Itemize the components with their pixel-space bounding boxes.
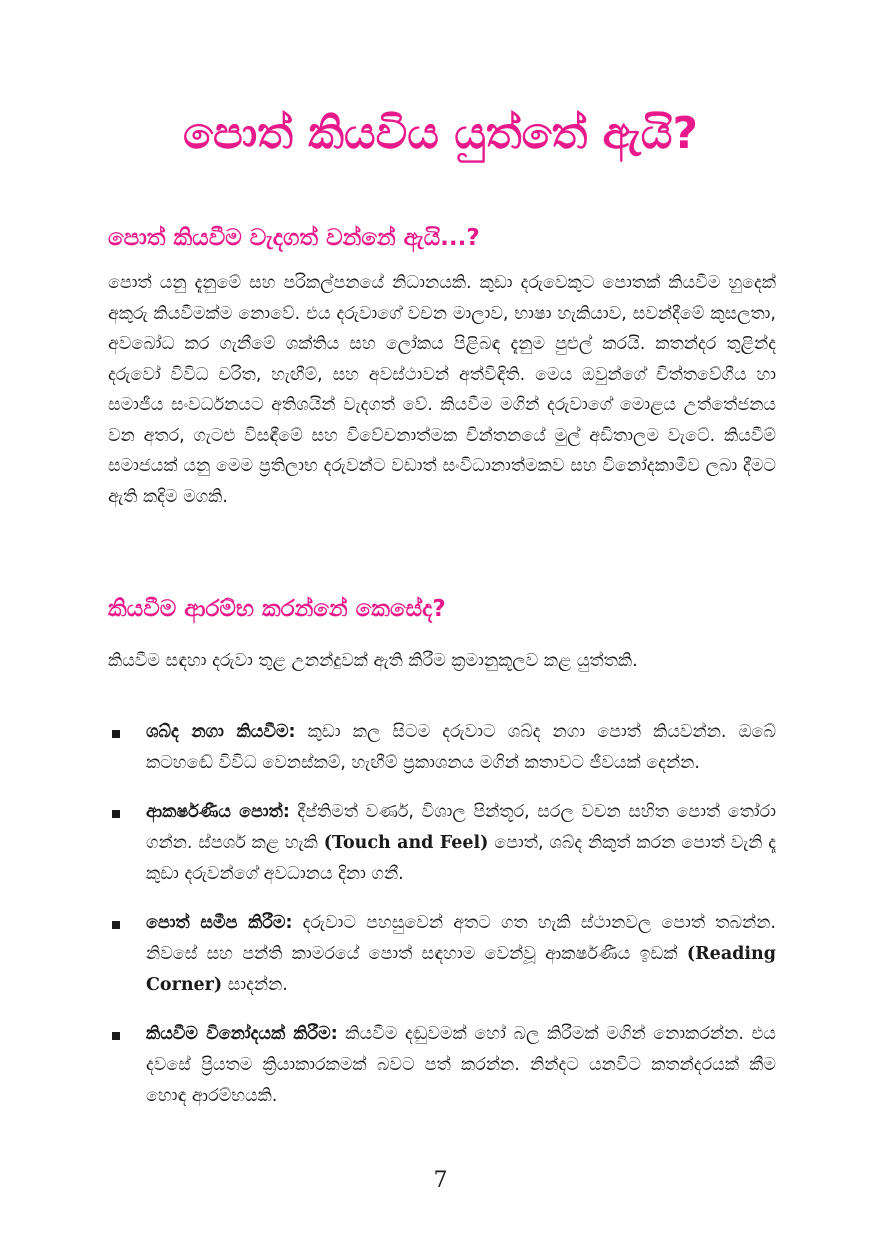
section-heading-why-read: පොත් කියවීම වැදගත් වන්නේ ඇයි...? [108,225,480,251]
tip-english-term: (Reading Corner) [146,944,776,995]
tip-text-continued: පොත්, ශබ්ද නිකුත් කරන පොත් වැනි දෑ කුඩා දරුවන්ගේ අවධානය දිනා ගනී. [146,833,777,884]
section-heading-how-start: කියවීම ආරම්භ කරන්නේ කෙසේද? [108,596,446,622]
tip-text: කියවීම දඬුවමක් හෝ බල කිරීමක් මගින් නොකරන්න. එය දවසේ ප්‍රියතම ක්‍රියාකාරකමක් බවට පත් කරන්න. නින්දට යනවිට කතන්දරයක් කීම හොඳ ආරම්භයකි. [146,1024,776,1106]
tip-english-term: (Touch and Feel) [323,833,489,853]
square-bullet-icon [112,921,120,929]
square-bullet-icon [112,810,120,818]
list-item [108,908,776,1001]
tip-text: දරුවාට පහසුවෙන් අතට ගත හැකි ස්ථානවල පොත් තබන්න. නිවසේ සහ පන්ති කාමරයේ පොත් සඳහාම වෙන්වූ ආකර්ෂණීය ඉඩක් [146,913,776,964]
page-number: 7 [433,1168,448,1193]
page-title: පොත් කියවිය යුත්තේ ඇයි? [183,108,698,159]
tip-text-continued: සාදන්න. [222,975,288,995]
section-intro-how-start: කියවීම සඳහා දරුවා තුළ උනන්දුවක් ඇති කිරීම ක්‍රමානුකූලව කළ යුත්තකි. [108,651,638,671]
square-bullet-icon [112,730,120,738]
section-body-why-read: පොත් යනු දැනුමේ සහ පරිකල්පනයේ නිධානයකි. කුඩා දරුවෙකුට පොතක් කියවීම හුදෙක් අකුරු කියවීමක්ම නොවේ. එය දරුවාගේ වචන මාලාව, භාෂා හැකියාව, සවන්දීමේ කුසලතා, අවබෝධ කර ගැනීමේ ශක්තිය සහ ලෝකය පිළිබඳ දැනුම පුළුල් කරයි. කතන්දර තුළින්ද දරුවෝ විවිධ චරිත, හැඟීම්, සහ අවස්ථාවන් අත්විඳිති. මෙය ඔවුන්ගේ චිත්තවේගීය හා සමාජීය සංවර්ධනයට අතිශයින් වැදගත් වේ. කියවීම මගින් දරුවාගේ මොළය උත්තේජනය වන අතර, ගැටළු විසඳීමේ සහ විවේචනාත්මක චින්තනයේ මුල් අඩිතාලම වැටේ. කියවීම් සමාජයක් යනු මෙම ප්‍රතිලාභ දරුවන්ට වඩාත් සංවිධානාත්මකව සහ විනෝදකාමීව ලබා දීමට ඇති කදිම මගකි. [108,273,776,507]
tip-label: පොත් සමීප කිරීම: [146,913,293,933]
tip-label: කියවීම විනෝදයක් කිරීම: [146,1024,338,1044]
tip-label: ආකර්ෂණීය පොත්: [146,802,290,822]
tip-text: කුඩා කල සිටම දරුවාට ශබ්ද නගා පොත් කියවන්න. ඔබේ කටහඬේ විවිධ වෙනස්කම්, හැඟීම් ප්‍රකාශනය මගින් කතාවට ජීවයක් දෙන්න. [146,722,776,773]
list-item [108,1019,776,1112]
tip-label: ශබ්ද නගා කියවීම: [146,722,296,742]
tips-list [108,717,776,1130]
tip-text: දීප්තිමත් වර්ණ, විශාල පින්තූර, සරල වචන සහිත පොත් තෝරා ගන්න. ස්පර්ශ කළ හැකි [146,802,777,853]
square-bullet-icon [112,1032,120,1040]
list-item [108,717,776,779]
list-item [108,797,776,890]
